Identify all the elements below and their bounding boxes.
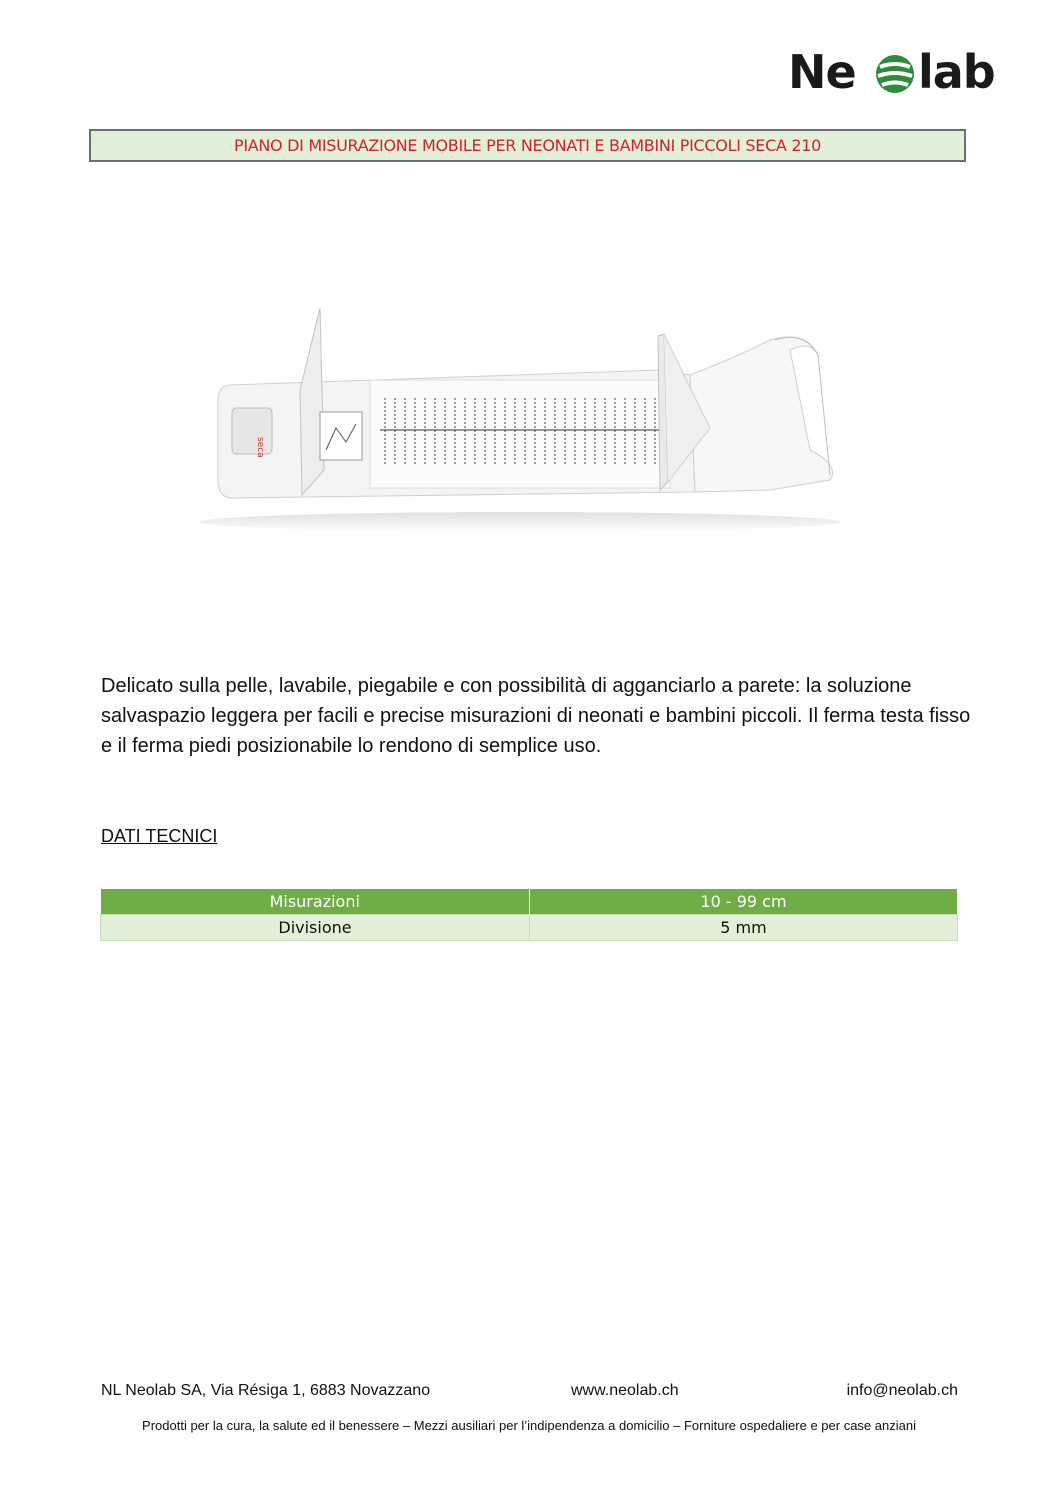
spec-value: 10 - 99 cm [530, 889, 958, 915]
specs-heading: DATI TECNICI [101, 826, 218, 846]
spec-label: Divisione [101, 915, 530, 941]
product-image [190, 300, 870, 540]
footer-tagline: Prodotti per la cura, la salute ed il benessere – Mezzi ausiliari per l’indipendenza a domicilio – Forniture ospedaliere e per case anziani [142, 1418, 916, 1433]
logo-leaf-icon [874, 50, 916, 96]
spec-value: 5 mm [530, 915, 958, 941]
logo-text-right: lab [918, 45, 995, 99]
spec-label: Misurazioni [101, 889, 530, 915]
neolab-logo [788, 40, 1008, 104]
specs-table [100, 889, 958, 941]
product-description: Delicato sulla pelle, lavabile, piegabile e con possibilità di agganciarlo a parete: la soluzione salvaspazio leggera per facili e precise misurazioni di neonati e bambini piccoli. Il ferma testa fisso e il ferma piedi posizionabile lo rendono di semplice uso. [101, 675, 971, 757]
logo-text-left: Ne [788, 45, 856, 99]
footer-address: NL Neolab SA, Via Résiga 1, 6883 Novazzano [101, 1382, 431, 1399]
footer-contact [101, 1382, 958, 1404]
footer-email-link[interactable]: info@neolab.ch [846, 1382, 958, 1399]
table-row [101, 889, 958, 915]
table-row [101, 915, 958, 941]
footer-website-link[interactable]: www.neolab.ch [571, 1382, 679, 1399]
page-title: PIANO DI MISURAZIONE MOBILE PER NEONATI E BAMBINI PICCOLI SECA 210 [233, 136, 822, 155]
panel-brand-label: seca [255, 437, 265, 458]
title-box [89, 129, 966, 162]
